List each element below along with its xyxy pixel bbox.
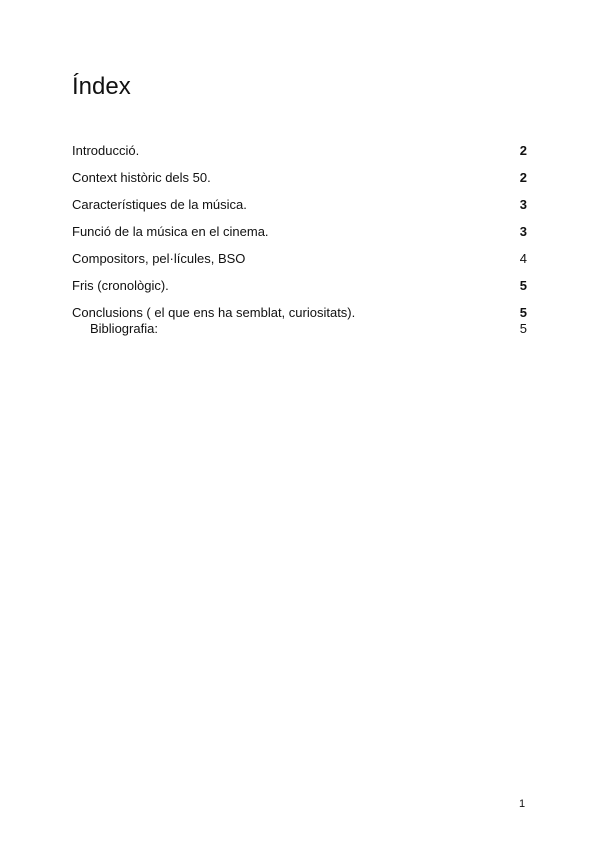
toc-entry-page: 2 xyxy=(519,143,527,158)
page-title: Índex xyxy=(72,73,131,100)
toc-entry-page: 4 xyxy=(519,251,527,266)
toc-entry-page: 5 xyxy=(519,305,527,320)
toc-entry xyxy=(72,251,527,278)
toc-entry xyxy=(72,305,527,321)
toc-entry-label: Conclusions ( el que ens ha semblat, curiositats). xyxy=(72,305,356,320)
table-of-contents xyxy=(72,143,527,337)
toc-entry-label: Introducció. xyxy=(72,143,140,158)
toc-entry xyxy=(72,224,527,251)
toc-entry xyxy=(72,170,527,197)
toc-entry-label: Característiques de la música. xyxy=(72,197,247,212)
toc-entry-page: 5 xyxy=(519,321,527,336)
toc-entry-label: Fris (cronològic). xyxy=(72,278,169,293)
toc-entry xyxy=(72,197,527,224)
toc-entry-label: Bibliografia: xyxy=(90,321,158,336)
page-number: 1 xyxy=(518,798,526,810)
toc-entry-page: 2 xyxy=(519,170,527,185)
toc-subentry xyxy=(72,321,527,337)
toc-entry xyxy=(72,278,527,305)
toc-entry-page: 3 xyxy=(519,224,527,239)
toc-entry-label: Compositors, pel·lícules, BSO xyxy=(72,251,246,266)
toc-entry-page: 5 xyxy=(519,278,527,293)
toc-entry-label: Funció de la música en el cinema. xyxy=(72,224,269,239)
toc-entry-label: Context històric dels 50. xyxy=(72,170,211,185)
toc-entry-page: 3 xyxy=(519,197,527,212)
toc-entry xyxy=(72,143,527,170)
